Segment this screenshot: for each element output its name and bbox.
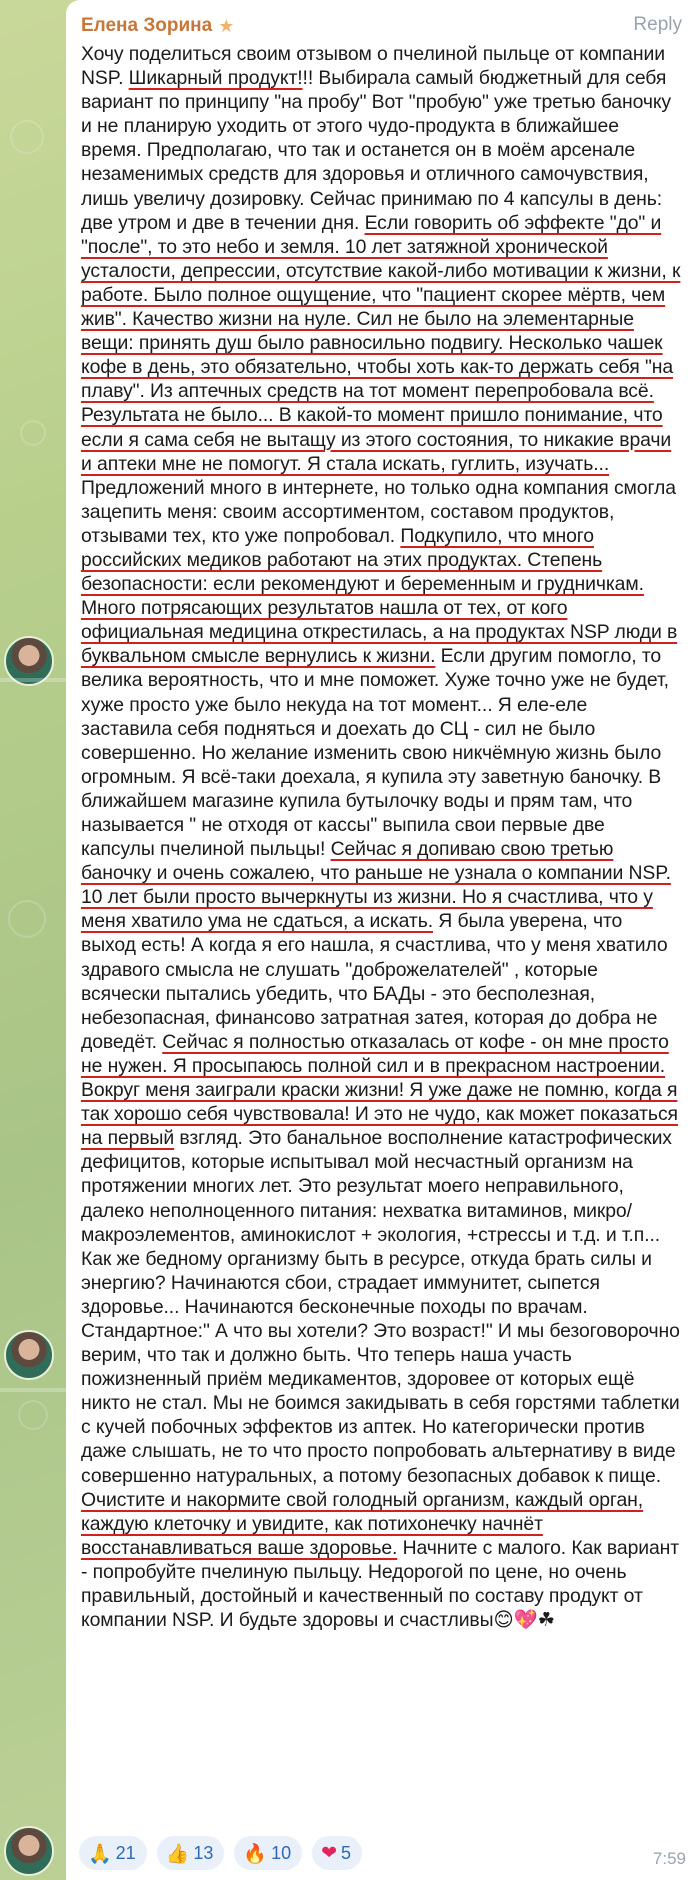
message-group-divider bbox=[0, 1388, 66, 1392]
background-pattern bbox=[18, 1400, 48, 1430]
underlined-passage: Очистите и накормите свой голодный организм, каждый орган, каждую клеточку и увидите, как потихонечку начнёт восстанавливаться ваше здоровье. bbox=[81, 1488, 644, 1559]
text-passage: Если другим помогло, то велика вероятность, что и мне поможет. Хуже точно уже не будет, хуже просто уже было некуда на тот момент... Я еле-еле заставила себя подняться и доехать до СЦ - сил не было совершенно. Но желание изменить свою никчёмную жизнь было огромным. Я всё-таки доехала, я купила эту заветную баночку. В ближайшем магазине купила бутылочку воды и прям там, что называется " не отходя от кассы" выпила свои первые две капсулы пчелиной пыльцы! bbox=[81, 645, 669, 861]
reaction-heart[interactable] bbox=[312, 1836, 362, 1870]
underlined-passage: Если говорить об эффекте "до" и "после", то это небо и земля. 10 лет затяжной хронической усталости, депрессии, отсутствие какой-либо мотивации к жизни, к работе. Было полное ощущение, что "пациент скорее мёртв, чем жив". Качество жизни на нуле. Сил не было на элементарные вещи: принять душ было равносильно подвигу. Несколько чашек кофе в день, это обязательно, чтобы хоть как-то держать себя "на плаву". Из аптечных средств на тот момент перепробовала всё. Результата не было... В какой-то момент пришло понимание, что если я сама себя не вытащу из этого состояния, то никакие врачи и аптеки мне не помогут. Я стала искать, гуглить, изучать... bbox=[81, 211, 681, 475]
background-pattern bbox=[8, 900, 46, 938]
message-time: 7:59 bbox=[652, 1849, 686, 1868]
underlined-passage: Подкупило, что много российских медиков работают на этих продуктах. Степень безопасности: если рекомендуют и беременным и грудничкам. bbox=[81, 524, 644, 596]
text-passage: !! Выбирала самый бюджетный для себя вариант по принципу "на пробу" Вот "пробую" уже третью баночку и не планирую уходить от этого чудо-продукта в ближайшее время. Предполагаю, что так и останется он в моём арсенале незаменимых средств для здоровья и отличного самочувствия, лишь увеличу дозировку. Сейчас принимаю по 4 капсулы в день: две утром и две в течении дня. bbox=[81, 67, 672, 234]
text-passage: Начните с малого. Как вариант - попробуйте пчелиную пыльцу. Недорогой по цене, но очень правильный, достойный и качественный по составу продукт от компании NSP. И будьте здоровы и счастливы bbox=[81, 1536, 680, 1632]
heart-icon: ❤ bbox=[321, 1842, 338, 1864]
background-pattern bbox=[20, 420, 46, 446]
background-pattern bbox=[10, 120, 44, 154]
fire-icon: 🔥 bbox=[243, 1842, 268, 1865]
text-passage: Предложений много в интернете, но только одна компания смогла зацепить меня: своим ассортиментом, составом продуктов, отзывами тех, кто уже попробовал. bbox=[81, 476, 676, 547]
underlined-passage: Шикарный продукт! bbox=[128, 67, 303, 90]
message-group-divider bbox=[0, 678, 66, 682]
reaction-count: 13 bbox=[193, 1842, 214, 1863]
message-text bbox=[81, 42, 681, 1632]
reaction-count: 10 bbox=[271, 1842, 292, 1863]
reaction-pray[interactable] bbox=[79, 1836, 147, 1870]
reaction-thumbs-up[interactable] bbox=[157, 1836, 225, 1870]
sender-avatar[interactable] bbox=[4, 1826, 54, 1876]
underlined-passage: Сейчас я полностью отказалась от кофе - он мне просто не нужен. Я просыпаюсь полной сил и в прекрасном настроении. Вокруг меня заиграли краски жизни! Я уже даже не помню, когда я так хорошо себя чувствовала! И это не чудо, как может показаться на первый bbox=[81, 1030, 678, 1150]
text-passage: Хочу поделиться своим отзывом о пчелиной пыльце от компании NSP. bbox=[81, 43, 665, 90]
thumbs-up-icon: 👍 bbox=[165, 1842, 190, 1865]
underlined-passage: Много потрясающих результатов нашла от тех, от кого официальная медицина открестилась, а на продуктах NSP люди в буквальном смысле вернулись к жизни. bbox=[81, 597, 678, 668]
text-passage: 😊💖☘ bbox=[493, 1609, 555, 1632]
reactions-bar bbox=[79, 1836, 362, 1870]
sender-name[interactable]: Елена Зорина bbox=[81, 15, 213, 36]
text-passage: Я была уверена, что выход есть! А когда я его нашла, я счастлива, что у меня хватило здравого смысла не слушать "доброжелателей" , которые всячески пытались убедить, что БАДы - это бесполезная, небезопасная, финансово затратная затея, которая до добра не доведёт. bbox=[81, 910, 668, 1053]
reaction-fire[interactable] bbox=[234, 1836, 302, 1870]
text-passage: взгляд. Это банальное восполнение катастрофических дефицитов, которые испытывал мой несчастный организм на протяжении многих лет. Это результат моего неправильного, далеко неполноценного питания: нехватка витаминов, микро/макроэлементов, аминокислот + экология, +стрессы и т.д. и т.п... Как же бедному организму быть в ресурсе, откуда брать силы и энергию? Начинаются сбои, страдает иммунитет, сыпется здоровье... Начинаются бесконечные походы по врачам. Стандартное:" А что вы хотели? Это возраст!" И мы безоговорочно верим, что так и должно быть. Что теперь наша участь пожизненный приём медикаментов, здоровее от которых ещё никто не стал. Мы не боимся закидывать в себя горстями таблетки с кучей побочных эффектов из аптек. Но категорически против даже слышать, не то что просто попробовать альтернативу в виде совершенно натуральных, а потому безопасных добавок к пище. bbox=[81, 1127, 680, 1487]
reply-button[interactable]: Reply bbox=[633, 14, 682, 35]
message-header bbox=[81, 14, 234, 38]
reaction-count: 21 bbox=[115, 1842, 136, 1863]
star-icon: ★ bbox=[218, 16, 235, 36]
sender-avatar[interactable] bbox=[4, 1330, 54, 1380]
underlined-passage: Сейчас я допиваю свою третью баночку и очень сожалею, что раньше не узнала о компании NSP. 10 лет были просто вычеркнуты из жизни. Но я счастлива, что у меня хватило ума не сдаться, а искать. bbox=[81, 838, 671, 933]
reaction-count: 5 bbox=[341, 1842, 352, 1863]
pray-icon: 🙏 bbox=[88, 1842, 112, 1865]
